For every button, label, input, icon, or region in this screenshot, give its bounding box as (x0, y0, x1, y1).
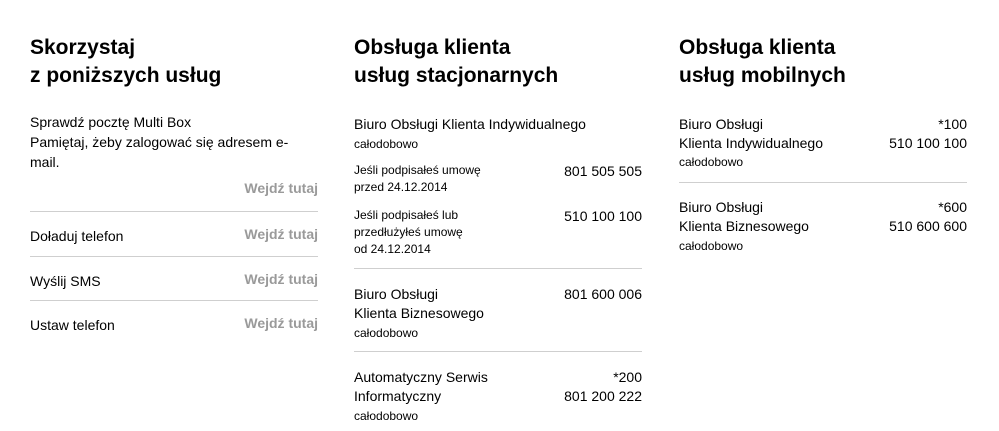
phone-801600006[interactable]: 801 600 006 (564, 286, 642, 302)
mobile-support-column (679, 0, 967, 431)
divider (30, 300, 318, 301)
send-sms-label: Wyślij SMS (30, 273, 101, 289)
asi-line2: Informatyczny (354, 388, 442, 404)
asi-hours: całodobowo (354, 409, 419, 423)
bok-indiv-hours: całodobowo (354, 137, 419, 151)
phone-801200222[interactable]: 801 200 222 (564, 388, 642, 404)
phone-510100100[interactable]: 510 100 100 (564, 208, 642, 224)
contract-after-line2: przedłużyłeś umowę (354, 225, 463, 239)
phone-510600600[interactable]: 510 600 600 (889, 218, 967, 234)
contract-before-line2: przed 24.12.2014 (354, 180, 448, 194)
divider (30, 211, 318, 212)
phone-510100100[interactable]: 510 100 100 (889, 135, 967, 151)
landline-title: Obsługa klienta usług stacjonarnych (354, 36, 559, 87)
contract-after-line3: od 24.12.2014 (354, 242, 431, 256)
mobile-biz-line1: Biuro Obsługi (679, 199, 764, 215)
divider (679, 182, 967, 183)
services-title: Skorzystaj z poniższych usług (30, 36, 222, 87)
mail-note-line2: mail. (30, 154, 60, 170)
send-sms-link[interactable]: Wejdź tutaj (244, 271, 318, 287)
services-column (30, 0, 318, 431)
short-number-200[interactable]: *200 (613, 369, 642, 385)
contract-before-line1: Jeśli podpisałeś umowę (354, 163, 481, 177)
divider (354, 351, 642, 352)
short-number-100[interactable]: *100 (938, 116, 967, 132)
mail-enter-link[interactable]: Wejdź tutaj (244, 180, 318, 196)
divider (30, 256, 318, 257)
set-phone-link[interactable]: Wejdź tutaj (244, 315, 318, 331)
top-up-link[interactable]: Wejdź tutaj (244, 226, 318, 242)
bok-indiv-name: Biuro Obsługi Klienta Indywidualnego (354, 116, 586, 132)
landline-support-column (354, 0, 642, 431)
mail-note-line1: Pamiętaj, żeby zalogować się adresem e- (30, 134, 289, 150)
short-number-600[interactable]: *600 (938, 199, 967, 215)
mobile-indiv-hours: całodobowo (679, 155, 744, 169)
phone-801505505[interactable]: 801 505 505 (564, 163, 642, 179)
mobile-indiv-line2: Klienta Indywidualnego (679, 135, 823, 151)
contract-after-line1: Jeśli podpisałeś lub (354, 208, 459, 222)
asi-line1: Automatyczny Serwis (354, 369, 488, 385)
divider (354, 268, 642, 269)
bok-biz-line2: Klienta Biznesowego (354, 305, 484, 321)
mobile-title: Obsługa klienta usług mobilnych (679, 36, 846, 87)
bok-biz-hours: całodobowo (354, 326, 419, 340)
mobile-biz-hours: całodobowo (679, 239, 744, 253)
set-phone-label: Ustaw telefon (30, 317, 115, 333)
mail-title: Sprawdź pocztę Multi Box (30, 114, 192, 130)
bok-biz-line1: Biuro Obsługi (354, 286, 439, 302)
mobile-indiv-line1: Biuro Obsługi (679, 116, 764, 132)
mobile-biz-line2: Klienta Biznesowego (679, 218, 809, 234)
top-up-label: Doładuj telefon (30, 228, 124, 244)
